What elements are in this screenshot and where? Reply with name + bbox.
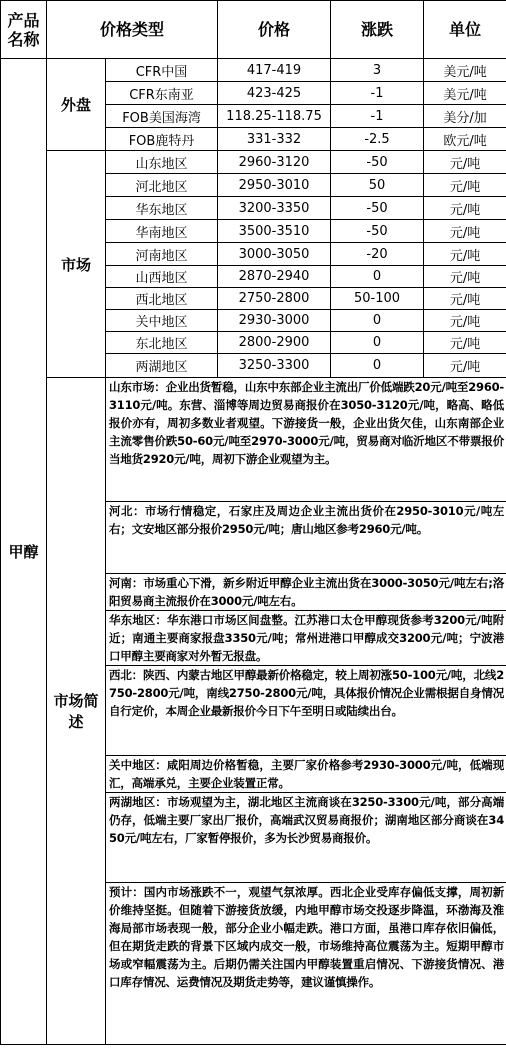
header-unit: 单位 [424,1,506,59]
section-label-summary: 市场简述 [47,378,106,1045]
price-type-cell: FOB美国海湾 [106,105,218,128]
change-cell: -50 [331,151,424,174]
price-type-cell: CFR东南亚 [106,82,218,105]
change-cell: -20 [331,243,424,266]
region-cell: 山东地区 [106,151,218,174]
price-cell: 331-332 [218,128,331,151]
region-cell: 关中地区 [106,310,218,332]
header-price-type: 价格类型 [47,1,218,59]
region-cell: 华南地区 [106,220,218,243]
unit-cell: 美元/吨 [424,82,506,105]
summary-note: 预计：国内市场涨跌不一，观望气氛浓厚。西北企业受库存偏低支撑，周初新价维持坚挺。但随着下游接货放缓，内地甲醇市场交投逐步降温，环渤海及淮海局部市场表现一般，部分企业小幅走跌。港口方面，虽港口库存依旧偏低，但在期货走跌的背景下区域内成交一般，市场维持高位震荡为主。短期甲醇市场或窄幅震荡为主。后期仍需关注国内甲醇装置重启情况、下游接货情况、港口库存情况、运费情况及期货走势等，建议谨慎操作。 [106,883,506,1045]
unit-cell: 美分/加 [424,105,506,128]
section-label-market: 市场 [47,151,106,378]
price-cell: 2750-2800 [218,288,331,310]
unit-cell: 美元/吨 [424,59,506,82]
change-cell: -1 [331,82,424,105]
header-product-name: 产品名称 [1,1,47,59]
section-label-foreign: 外盘 [47,59,106,151]
price-cell: 423-425 [218,82,331,105]
region-cell: 两湖地区 [106,354,218,378]
unit-cell: 元/吨 [424,243,506,266]
price-cell: 3500-3510 [218,220,331,243]
region-cell: 河北地区 [106,174,218,197]
price-cell: 2950-3010 [218,174,331,197]
market-price-row [1,151,506,174]
region-cell: 东北地区 [106,332,218,354]
unit-cell: 元/吨 [424,151,506,174]
region-cell: 西北地区 [106,288,218,310]
unit-cell: 元/吨 [424,332,506,354]
change-cell: 0 [331,266,424,288]
summary-note: 西北：陕西、内蒙古地区甲醇最新价格稳定，较上周初涨50-100元/吨，北线2750-2800元/吨，南线2750-2800元/吨，具体报价情况企业需根据自身情况自行定价，本周企业最新报价今日下午至明日或陆续出台。 [106,666,506,756]
unit-cell: 元/吨 [424,174,506,197]
unit-cell: 元/吨 [424,310,506,332]
price-cell: 3250-3300 [218,354,331,378]
change-cell: -2.5 [331,128,424,151]
change-cell: 50-100 [331,288,424,310]
summary-note: 华东地区：华东港口市场区间盘整。江苏港口太仓甲醇现货参考3200元/吨附近；南通主要商家报盘3350元/吨；常州进港口甲醇成交3200元/吨；宁波港口甲醇主要商家对外暂无报盘。 [106,611,506,666]
header-price: 价格 [218,1,331,59]
change-cell: 3 [331,59,424,82]
unit-cell: 元/吨 [424,354,506,378]
price-cell: 2800-2900 [218,332,331,354]
unit-cell: 元/吨 [424,266,506,288]
price-cell: 2870-2940 [218,266,331,288]
summary-note: 关中地区：咸阳周边价格暂稳，主要厂家价格参考2930-3000元/吨，低端现汇，高端承兑，主要企业装置正常。 [106,756,506,793]
price-cell: 2930-3000 [218,310,331,332]
price-cell: 2960-3120 [218,151,331,174]
change-cell: -50 [331,220,424,243]
unit-cell: 元/吨 [424,197,506,220]
change-cell: 0 [331,332,424,354]
price-type-cell: FOB鹿特丹 [106,128,218,151]
change-cell: -50 [331,197,424,220]
product-name-cell: 甲醇 [1,59,47,1045]
change-cell: 50 [331,174,424,197]
summary-note: 河南：市场重心下滑，新乡附近甲醇企业主流出货在3000-3050元/吨左右;洛阳贸易商主流报价在3000元/吨左右。 [106,574,506,611]
price-cell: 417-419 [218,59,331,82]
summary-note-row [1,378,506,502]
change-cell: 0 [331,354,424,378]
price-cell: 3200-3350 [218,197,331,220]
summary-note: 山东市场：企业出货暂稳，山东中东部企业主流出厂价低端跌20元/吨至2960-3110元/吨。东营、淄博等周边贸易商报价在3050-3120元/吨，略高、略低报价亦有，周初多数业者观望。下游接货一般，企业出货欠佳，山东南部企业主流零售价跌50-60元/吨至2970-3000元/吨，贸易商对临沂地区不带票报价当地货2920元/吨，周初下游企业观望为主。 [106,378,506,502]
price-cell: 3000-3050 [218,243,331,266]
foreign-price-row [1,59,506,82]
unit-cell: 欧元/吨 [424,128,506,151]
price-cell: 118.25-118.75 [218,105,331,128]
price-type-cell: CFR中国 [106,59,218,82]
header-row [1,1,506,59]
summary-note: 河北：市场行情稳定，石家庄及周边企业主流出货价在2950-3010元/吨左右；文安地区部分报价2950元/吨；唐山地区参考2960元/吨。 [106,502,506,574]
region-cell: 河南地区 [106,243,218,266]
summary-note: 两湖地区：市场观望为主，湖北地区主流商谈在3250-3300元/吨，部分高端仍存，低端主要厂家出厂报价，高端武汉贸易商报价；湖南地区部分商谈在3450元/吨左右，厂家暂停报价，多为长沙贸易商报价。 [106,793,506,883]
unit-cell: 元/吨 [424,288,506,310]
region-cell: 山西地区 [106,266,218,288]
region-cell: 华东地区 [106,197,218,220]
unit-cell: 元/吨 [424,220,506,243]
change-cell: -1 [331,105,424,128]
change-cell: 0 [331,310,424,332]
header-change: 涨跌 [331,1,424,59]
